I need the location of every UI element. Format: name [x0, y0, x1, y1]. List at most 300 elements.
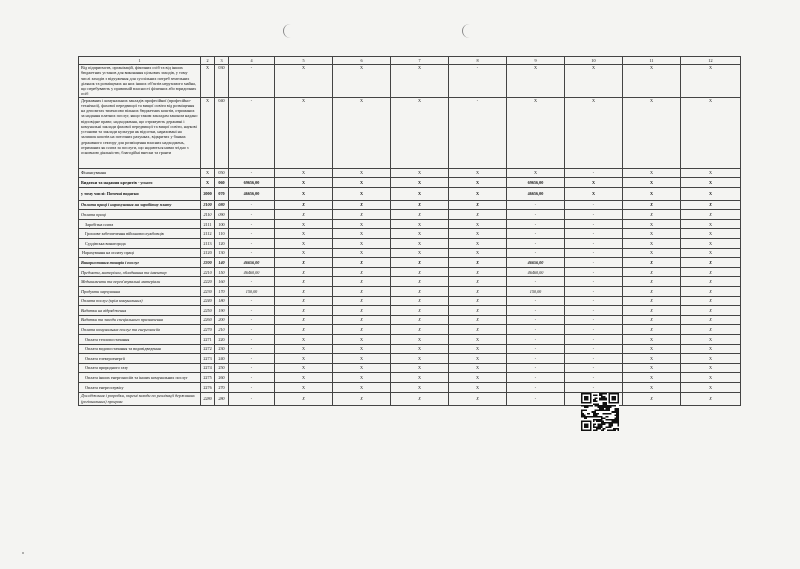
value-cell: Х [449, 200, 507, 210]
value-cell: - [229, 248, 275, 258]
value-cell: Х [391, 168, 449, 178]
qr-code-image [581, 393, 619, 431]
value-cell: 050 [215, 168, 229, 178]
value-cell: Х [391, 229, 449, 239]
value-cell: Х [681, 315, 741, 325]
value-cell: Х [623, 258, 681, 268]
value-cell: 060 [215, 178, 229, 188]
column-number: 9 [507, 57, 565, 65]
value-cell: Х [449, 178, 507, 188]
column-number: 8 [449, 57, 507, 65]
value-cell: - [565, 168, 623, 178]
value-cell: - [229, 354, 275, 364]
value-cell: Х [681, 239, 741, 249]
table-row [79, 229, 741, 239]
value-cell: Х [623, 200, 681, 210]
value-cell: Х [449, 363, 507, 373]
row-name-cell: Оплата інших енергоносіїв та інших комунальних послуг [79, 373, 201, 383]
value-cell: 2274 [201, 363, 215, 373]
value-cell: - [507, 296, 565, 306]
table-row [79, 382, 741, 392]
value-cell: Х [275, 363, 333, 373]
value-cell: Х [275, 200, 333, 210]
value-cell: 180 [215, 296, 229, 306]
value-cell: Х [275, 325, 333, 335]
value-cell: Х [391, 97, 449, 168]
row-name-cell: Суддівська винагорода [79, 239, 201, 249]
value-cell: Х [623, 354, 681, 364]
value-cell: Х [449, 168, 507, 178]
value-cell: - [229, 168, 275, 178]
value-cell: Х [681, 97, 741, 168]
value-cell: 110 [215, 229, 229, 239]
value-cell: 2240 [201, 296, 215, 306]
value-cell: Х [275, 219, 333, 229]
value-cell: Х [391, 382, 449, 392]
value-cell: Х [623, 382, 681, 392]
value-cell: Х [449, 248, 507, 258]
margin-dot [22, 552, 24, 554]
row-name-cell: Оплата водопостачання та водовідведення [79, 344, 201, 354]
value-cell: Х [623, 65, 681, 98]
value-cell: 120 [215, 239, 229, 249]
value-cell: Х [333, 248, 391, 258]
value-cell: - [229, 219, 275, 229]
value-cell: Х [275, 229, 333, 239]
value-cell: 2280 [201, 392, 215, 405]
value-cell: - [507, 363, 565, 373]
value-cell: Х [565, 187, 623, 200]
punch-hole-mark [462, 24, 477, 38]
value-cell: Х [565, 65, 623, 98]
value-cell: 040 [215, 97, 229, 168]
budget-estimate-table [78, 56, 741, 406]
value-cell: Х [391, 296, 449, 306]
value-cell: Х [623, 277, 681, 287]
row-name-cell: Продукти харчування [79, 287, 201, 297]
value-cell: Х [681, 229, 741, 239]
value-cell: Х [449, 335, 507, 345]
value-cell: Х [681, 267, 741, 277]
value-cell: - [565, 287, 623, 297]
value-cell: 46656,00 [507, 258, 565, 268]
row-name-cell: Оплата комунальних послуг та енергоносіїв [79, 325, 201, 335]
value-cell: Х [333, 65, 391, 98]
value-cell: Х [333, 219, 391, 229]
value-cell: Х [275, 168, 333, 178]
value-cell: Х [623, 168, 681, 178]
value-cell: Х [275, 335, 333, 345]
value-cell: Х [333, 315, 391, 325]
value-cell: Х [681, 200, 741, 210]
value-cell: Х [333, 258, 391, 268]
value-cell: 2000 [201, 187, 215, 200]
value-cell: - [229, 363, 275, 373]
value-cell: Х [333, 392, 391, 405]
value-cell: 250 [215, 363, 229, 373]
value-cell: - [565, 373, 623, 383]
value-cell: Х [681, 344, 741, 354]
table-row [79, 178, 741, 188]
punch-hole-mark [283, 24, 298, 38]
value-cell: 160 [215, 277, 229, 287]
value-cell: Х [623, 97, 681, 168]
row-name-cell: Оплата праці [79, 210, 201, 220]
value-cell: Х [681, 287, 741, 297]
table-row [79, 306, 741, 316]
value-cell: - [229, 239, 275, 249]
value-cell: - [229, 325, 275, 335]
value-cell: Х [275, 65, 333, 98]
value-cell: Х [449, 382, 507, 392]
value-cell: 2112 [201, 229, 215, 239]
value-cell: 030 [215, 65, 229, 98]
row-name-cell: Видатки та надання кредитів - усього [79, 178, 201, 188]
value-cell: 2230 [201, 287, 215, 297]
value-cell: Х [201, 97, 215, 168]
value-cell: Х [681, 187, 741, 200]
value-cell: Х [623, 219, 681, 229]
value-cell: Х [681, 248, 741, 258]
value-cell: Х [275, 258, 333, 268]
row-name-cell: Грошове забезпечення військовослужбовців [79, 229, 201, 239]
value-cell: - [565, 382, 623, 392]
value-cell: - [507, 277, 565, 287]
value-cell: Х [333, 325, 391, 335]
value-cell: - [565, 363, 623, 373]
value-cell: Х [681, 65, 741, 98]
value-cell: Х [391, 354, 449, 364]
value-cell: Х [623, 187, 681, 200]
value-cell: 150 [215, 267, 229, 277]
value-cell: Х [449, 296, 507, 306]
value-cell: Х [391, 239, 449, 249]
value-cell: Х [275, 248, 333, 258]
value-cell: - [507, 325, 565, 335]
value-cell: Х [681, 363, 741, 373]
value-cell: Х [275, 187, 333, 200]
table-row [79, 187, 741, 200]
value-cell: Х [333, 200, 391, 210]
table-row [79, 373, 741, 383]
value-cell: - [229, 97, 275, 168]
row-name-cell: у тому числі: Поточні видатки [79, 187, 201, 200]
value-cell: 230 [215, 344, 229, 354]
value-cell: 2210 [201, 267, 215, 277]
value-cell: - [565, 344, 623, 354]
value-cell: Х [681, 306, 741, 316]
value-cell: Х [623, 325, 681, 335]
value-cell: Х [565, 97, 623, 168]
value-cell: Х [201, 178, 215, 188]
value-cell: - [565, 229, 623, 239]
row-name-cell: Державних і комунальних закладів професійної (професійно-технічної), фахової передвищої та вищої освіти від розміщення на депозитах тимчасово вільних бюджетних коштів, отриманих за надання платних послуг, якщо таким закладам законом надано відповідне право; надходження, що отримують державні і комунальні заклади фахової передвищої та вищої освіти, наукові установи та заклади культури як відсотки, нараховані на залишок коштів на поточних рахунках, відкритих у банках державного сектору для розміщення власних надходжень, отриманих як плата за послуги, що надаються ними згідно з основною діяльністю, благодійні внески та гранти [79, 97, 201, 168]
value-cell: - [507, 200, 565, 210]
value-cell: Х [623, 267, 681, 277]
value-cell: Х [391, 187, 449, 200]
value-cell: Х [681, 354, 741, 364]
table-row [79, 258, 741, 268]
value-cell: Х [449, 187, 507, 200]
value-cell: Х [275, 210, 333, 220]
value-cell: Х [333, 267, 391, 277]
value-cell: Х [623, 306, 681, 316]
value-cell: 090 [215, 210, 229, 220]
row-name-cell: Предмети, матеріали, обладнання та інвентар [79, 267, 201, 277]
column-number-row [79, 57, 741, 65]
value-cell: 46460,00 [507, 267, 565, 277]
value-cell: - [507, 248, 565, 258]
value-cell: 2273 [201, 354, 215, 364]
value-cell: Х [507, 97, 565, 168]
column-number: 3 [215, 57, 229, 65]
value-cell: - [507, 239, 565, 249]
value-cell: Х [681, 178, 741, 188]
value-cell: Х [623, 315, 681, 325]
value-cell: Х [449, 306, 507, 316]
value-cell: Х [333, 287, 391, 297]
value-cell: 220 [215, 335, 229, 345]
value-cell: - [229, 306, 275, 316]
value-cell: 260 [215, 373, 229, 383]
value-cell: Х [391, 315, 449, 325]
row-name-cell: Фінансування [79, 168, 201, 178]
value-cell: - [229, 335, 275, 345]
value-cell: - [449, 97, 507, 168]
value-cell: Х [333, 382, 391, 392]
value-cell: Х [681, 392, 741, 405]
value-cell: Х [449, 219, 507, 229]
value-cell: 190 [215, 306, 229, 316]
value-cell: 2220 [201, 277, 215, 287]
value-cell: Х [391, 248, 449, 258]
value-cell: 130 [215, 248, 229, 258]
value-cell: Х [449, 344, 507, 354]
value-cell: - [507, 315, 565, 325]
value-cell: Х [623, 373, 681, 383]
row-name-cell: Оплата енергосервісу [79, 382, 201, 392]
value-cell: Х [681, 382, 741, 392]
value-cell: 46656,00 [229, 258, 275, 268]
value-cell: Х [449, 315, 507, 325]
value-cell: Х [275, 344, 333, 354]
value-cell: 2111 [201, 219, 215, 229]
row-name-cell: Оплата послуг (крім комунальних) [79, 296, 201, 306]
value-cell: - [229, 229, 275, 239]
value-cell: Х [391, 325, 449, 335]
column-number: 6 [333, 57, 391, 65]
value-cell: Х [681, 296, 741, 306]
value-cell: Х [449, 392, 507, 405]
value-cell: Х [391, 287, 449, 297]
value-cell: Х [333, 178, 391, 188]
value-cell: - [507, 344, 565, 354]
column-number: 2 [201, 57, 215, 65]
value-cell: 150,00 [507, 287, 565, 297]
value-cell: - [565, 315, 623, 325]
value-cell: 2260 [201, 315, 215, 325]
value-cell: - [507, 392, 565, 405]
value-cell: Х [275, 287, 333, 297]
value-cell: Х [565, 178, 623, 188]
value-cell: 2272 [201, 344, 215, 354]
value-cell: Х [333, 187, 391, 200]
value-cell: Х [275, 97, 333, 168]
value-cell: Х [449, 277, 507, 287]
table-row [79, 287, 741, 297]
value-cell: Х [333, 306, 391, 316]
value-cell: Х [275, 354, 333, 364]
table-row [79, 363, 741, 373]
table-row [79, 239, 741, 249]
column-number: 11 [623, 57, 681, 65]
value-cell: Х [391, 219, 449, 229]
value-cell: 69656,00 [229, 178, 275, 188]
value-cell: Х [391, 65, 449, 98]
value-cell: Х [333, 239, 391, 249]
value-cell: Х [275, 267, 333, 277]
value-cell: - [565, 306, 623, 316]
value-cell: Х [391, 335, 449, 345]
value-cell: Х [681, 335, 741, 345]
value-cell: - [507, 382, 565, 392]
column-number: 12 [681, 57, 741, 65]
value-cell: 46460,00 [229, 267, 275, 277]
value-cell: - [507, 219, 565, 229]
value-cell: 2270 [201, 325, 215, 335]
value-cell: Х [333, 97, 391, 168]
value-cell: - [229, 210, 275, 220]
row-name-cell: Видатки та заходи спеціального призначення [79, 315, 201, 325]
value-cell: - [565, 325, 623, 335]
value-cell: - [229, 277, 275, 287]
value-cell: Х [449, 210, 507, 220]
value-cell: - [507, 306, 565, 316]
value-cell: 46656,00 [507, 187, 565, 200]
value-cell: 280 [215, 392, 229, 405]
value-cell: Х [681, 219, 741, 229]
column-number: 7 [391, 57, 449, 65]
value-cell: Х [623, 335, 681, 345]
value-cell: - [229, 65, 275, 98]
value-cell: - [229, 344, 275, 354]
table-row [79, 210, 741, 220]
value-cell: Х [681, 210, 741, 220]
value-cell: Х [333, 229, 391, 239]
table-row [79, 325, 741, 335]
value-cell: Х [391, 373, 449, 383]
value-cell: Х [623, 392, 681, 405]
value-cell: Х [449, 325, 507, 335]
value-cell: 240 [215, 354, 229, 364]
value-cell: Х [275, 239, 333, 249]
value-cell: Х [449, 258, 507, 268]
value-cell: 100 [215, 219, 229, 229]
table-row [79, 277, 741, 287]
value-cell: - [565, 277, 623, 287]
value-cell: - [565, 258, 623, 268]
value-cell: Х [623, 210, 681, 220]
value-cell: Х [275, 392, 333, 405]
row-name-cell: Від підприємств, організацій, фізичних осіб та від інших бюджетних установ для виконання цільових заходів, у тому числі заходів з відчуження для суспільних потреб земельних ділянок та розміщених на них інших об'єктів нерухомого майна, що перебувають у приватній власності фізичних або юридичних осіб [79, 65, 201, 98]
value-cell: Х [681, 168, 741, 178]
value-cell: Х [391, 178, 449, 188]
value-cell: Х [333, 344, 391, 354]
value-cell: - [565, 335, 623, 345]
row-name-cell: Оплата теплопостачання [79, 335, 201, 345]
value-cell: Х [623, 248, 681, 258]
value-cell: 210 [215, 325, 229, 335]
table-row [79, 65, 741, 98]
value-cell: Х [449, 229, 507, 239]
value-cell: 2100 [201, 200, 215, 210]
column-number: 10 [565, 57, 623, 65]
value-cell: Х [275, 382, 333, 392]
column-number: 1 [79, 57, 201, 65]
value-cell: Х [275, 277, 333, 287]
column-number: 5 [275, 57, 333, 65]
value-cell: 2271 [201, 335, 215, 345]
value-cell: - [507, 335, 565, 345]
value-cell: Х [449, 354, 507, 364]
value-cell: 170 [215, 287, 229, 297]
value-cell: Х [201, 168, 215, 178]
value-cell: - [229, 392, 275, 405]
value-cell: Х [449, 239, 507, 249]
value-cell: Х [681, 277, 741, 287]
value-cell: Х [391, 277, 449, 287]
value-cell: 080 [215, 200, 229, 210]
row-name-cell: Дослідження і розробки, окремі заходи по реалізації державних (регіональних) програм [79, 392, 201, 405]
value-cell: Х [391, 210, 449, 220]
table-row [79, 97, 741, 168]
value-cell: - [565, 200, 623, 210]
value-cell: Х [391, 392, 449, 405]
value-cell: Х [623, 229, 681, 239]
value-cell: Х [275, 315, 333, 325]
value-cell: - [565, 219, 623, 229]
value-cell: Х [391, 258, 449, 268]
table-row [79, 219, 741, 229]
value-cell: - [507, 373, 565, 383]
table-row [79, 392, 741, 405]
value-cell: Х [333, 354, 391, 364]
value-cell: 69656,00 [507, 178, 565, 188]
value-cell: Х [449, 373, 507, 383]
value-cell: 070 [215, 187, 229, 200]
table-row [79, 315, 741, 325]
value-cell: Х [275, 373, 333, 383]
value-cell: Х [623, 239, 681, 249]
table-row [79, 267, 741, 277]
value-cell: Х [275, 296, 333, 306]
value-cell: Х [449, 287, 507, 297]
table-row [79, 354, 741, 364]
value-cell: - [565, 296, 623, 306]
value-cell: Х [391, 200, 449, 210]
value-cell: - [229, 373, 275, 383]
row-name-cell: Медикаменти та перев'язувальні матеріали [79, 277, 201, 287]
value-cell: 270 [215, 382, 229, 392]
value-cell: Х [391, 363, 449, 373]
value-cell: Х [623, 287, 681, 297]
value-cell: 46656,00 [229, 187, 275, 200]
table-row [79, 248, 741, 258]
row-name-cell: Оплата електроенергії [79, 354, 201, 364]
row-name-cell: Використання товарів і послуг [79, 258, 201, 268]
value-cell: Х [623, 344, 681, 354]
value-cell: Х [681, 258, 741, 268]
